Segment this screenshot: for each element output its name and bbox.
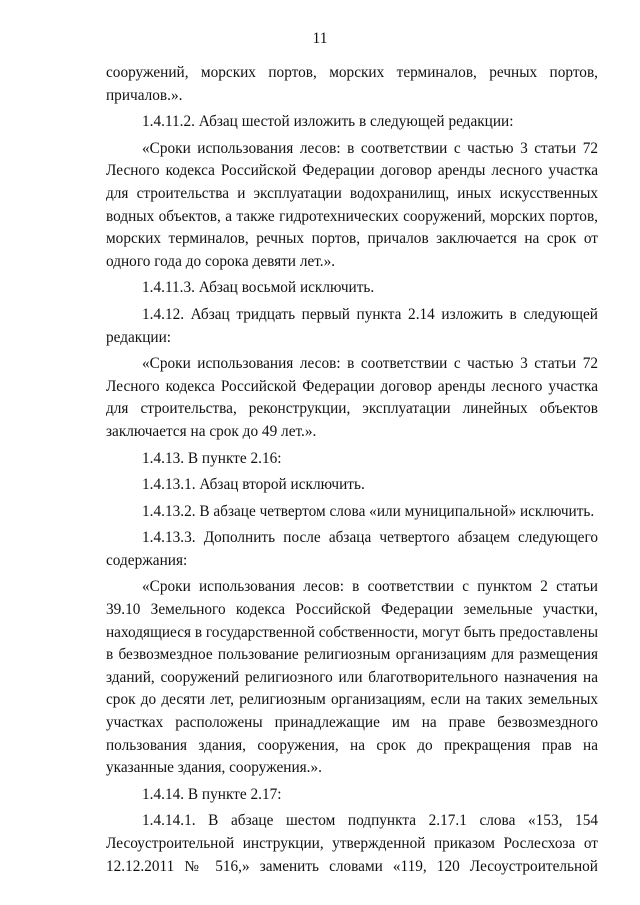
paragraph-item-1-4-13-1: 1.4.13.1. Абзац второй исключить. <box>142 476 365 494</box>
document-body <box>106 62 598 878</box>
paragraph-item-1-4-14-1: 1.4.14.1. В абзаце шестом подпункта 2.17.1 слова «153, 154 Лесоустроительной инструкции, утвержденной приказом Рослесхоза от 12.12.2011 № 516,» заменить словами «119, 120 Лесоустроительной <box>106 812 598 875</box>
paragraph-item-1-4-13-3: 1.4.13.3. Дополнить после абзаца четвертого абзацем следующего содержания: <box>106 529 598 569</box>
paragraph-quote-2: «Сроки использования лесов: в соответствии с частью 3 статьи 72 Лесного кодекса Российской Федерации договор аренды лесного участка для строительства, реконструкции, эксплуатации линейных объектов заключается на срок до 49 лет.». <box>106 355 598 440</box>
page-number: 11 <box>312 30 328 47</box>
paragraph-quote-1: «Сроки использования лесов: в соответствии с частью 3 статьи 72 Лесного кодекса Российской Федерации договор аренды лесного участка для строительства и эксплуатации водохранилищ, иных искусственных водных объектов, а также гидротехнических сооружений, морских портов, морских терминалов, речных портов, причалов заключается на срок от одного года до сорока девяти лет.». <box>106 139 598 270</box>
paragraph-item-1-4-13-2: 1.4.13.2. В абзаце четвертом слова «или муниципальной» исключить. <box>142 502 595 520</box>
paragraph-item-1-4-13: 1.4.13. В пункте 2.16: <box>142 449 282 467</box>
paragraph-quote-3: «Сроки использования лесов: в соответствии с пунктом 2 статьи 39.10 Земельного кодекса Российской Федерации земельные участки, находящиеся в государственной собственности, могут быть предоставлены в безвозмездное пользование религиозным организациям для размещения зданий, сооружений религиозного или благотворительного назначения на срок до десяти лет, религиозным организациям, если на таких земельных участках расположены принадлежащие им на праве безвозмездного пользования здания, сооружения, на срок до прекращения прав на указанные здания, сооружения.». <box>106 578 598 777</box>
paragraph-item-1-4-11-3: 1.4.11.3. Абзац восьмой исключить. <box>142 279 375 297</box>
paragraph-item-1-4-11-2: 1.4.11.2. Абзац шестой изложить в следующей редакции: <box>142 113 514 131</box>
paragraph-continuation: сооружений, морских портов, морских терминалов, речных портов, причалов.». <box>106 64 598 104</box>
paragraph-item-1-4-12: 1.4.12. Абзац тридцать первый пункта 2.14 изложить в следующей редакции: <box>106 305 598 346</box>
paragraph-item-1-4-14: 1.4.14. В пункте 2.17: <box>142 785 282 803</box>
